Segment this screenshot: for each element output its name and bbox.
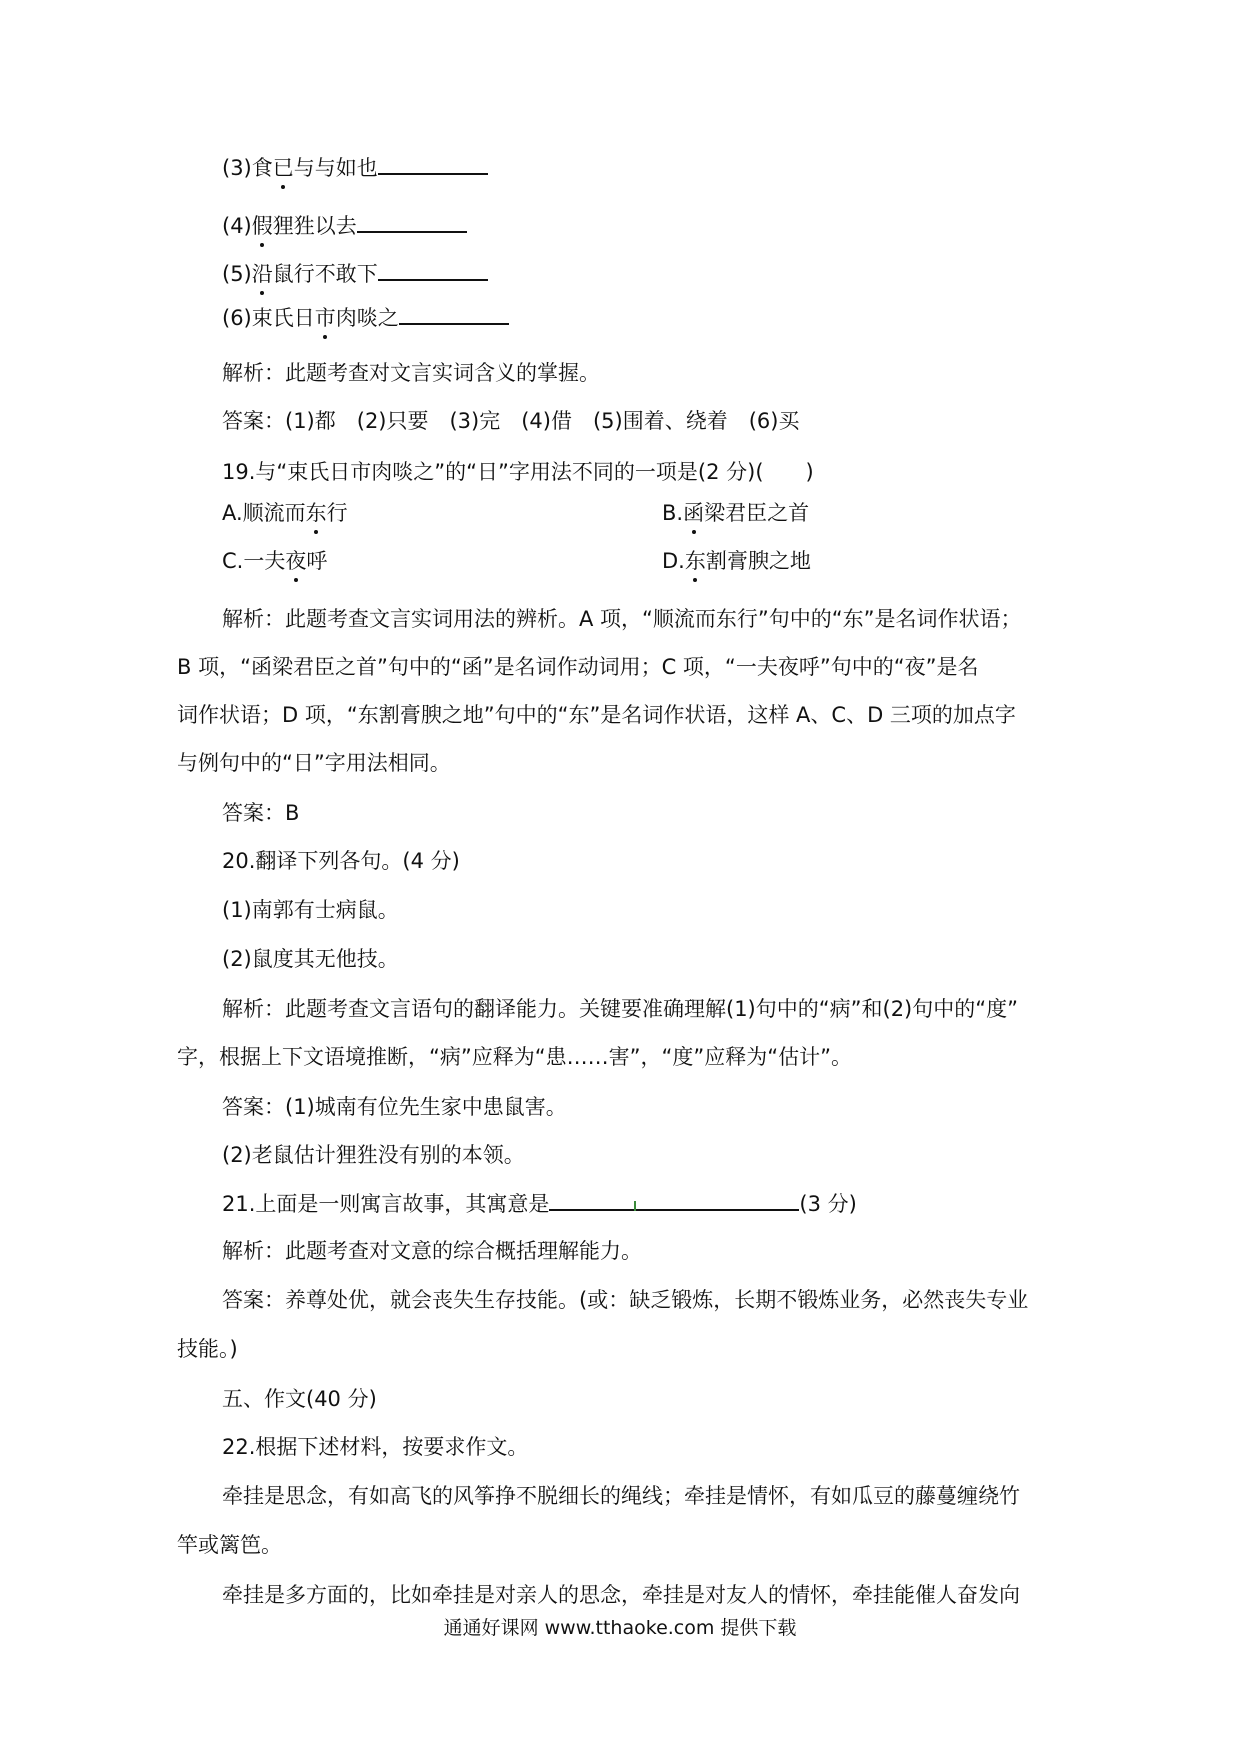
q20-sentence-1: (1)南郭有士病鼠。 bbox=[222, 898, 399, 922]
q21-answer-line-2: 技能。) bbox=[177, 1337, 238, 1361]
emphasis-dot-char: 东 bbox=[306, 498, 327, 528]
q20-answer-1: 答案：(1)城南有位先生家中患鼠害。 bbox=[222, 1095, 567, 1119]
answer-blank bbox=[378, 151, 488, 175]
q19-prompt: 19.与“束氏日市肉啖之”的“日”字用法不同的一项是(2 分)( ) bbox=[222, 460, 814, 484]
q20-analysis-line-1: 解析：此题考查文言语句的翻译能力。关键要准确理解(1)句中的“病”和(2)句中的“度” bbox=[222, 997, 1019, 1021]
q19-option-b: B.函梁君臣之首 bbox=[662, 498, 809, 528]
green-tick-mark bbox=[634, 1201, 636, 1211]
q21-answer-line-1: 答案：养尊处优，就会丧失生存技能。(或：缺乏锻炼，长期不锻炼业务，必然丧失专业 bbox=[222, 1288, 1029, 1312]
emphasis-dot-char: 沿 bbox=[252, 259, 273, 289]
q19-option-d: D.东割膏腴之地 bbox=[662, 546, 811, 576]
q19-analysis-line-3: 词作状语；D 项，“东割膏腴之地”句中的“东”是名词作状语，这样 A、C、D 三项的加点字 bbox=[177, 703, 1016, 727]
q19-analysis-line-4: 与例句中的“日”字用法相同。 bbox=[177, 751, 451, 775]
answer-blank bbox=[399, 301, 509, 325]
page-footer: 通通好课网 www.tthaoke.com 提供下载 bbox=[443, 1617, 797, 1639]
question-18-item-4: (4)假狸狌以去 bbox=[222, 209, 467, 241]
q20-sentence-2: (2)鼠度其无他技。 bbox=[222, 947, 399, 971]
q20-analysis-line-2: 字，根据上下文语境推断，“病”应释为“患……害”，“度”应释为“估计”。 bbox=[177, 1045, 853, 1069]
q19-option-a: A.顺流而东行 bbox=[222, 498, 348, 528]
emphasis-dot-char: 函 bbox=[683, 498, 704, 528]
answer-blank bbox=[549, 1187, 799, 1211]
question-18-item-6: (6)束氏日市肉啖之 bbox=[222, 301, 509, 333]
emphasis-dot-char: 市 bbox=[315, 303, 336, 333]
q18-analysis: 解析：此题考查对文言实词含义的掌握。 bbox=[222, 361, 600, 385]
q20-prompt: 20.翻译下列各句。(4 分) bbox=[222, 849, 460, 873]
emphasis-dot-char: 假 bbox=[252, 211, 273, 241]
q19-analysis-line-2: B 项，“函梁君臣之首”句中的“函”是名词作动词用；C 项，“一夫夜呼”句中的“夜”是名 bbox=[177, 655, 979, 679]
q22-material-p1-line-1: 牵挂是思念，有如高飞的风筝挣不脱细长的绳线；牵挂是情怀，有如瓜豆的藤蔓缠绕竹 bbox=[222, 1484, 1020, 1508]
emphasis-dot-char: 夜 bbox=[285, 546, 306, 576]
q22-material-p1-line-2: 竿或篱笆。 bbox=[177, 1533, 282, 1557]
section-5-heading: 五、作文(40 分) bbox=[222, 1387, 377, 1411]
q19-answer: 答案：B bbox=[222, 801, 300, 825]
emphasis-dot-char: 东 bbox=[685, 546, 706, 576]
emphasis-dot-char: 已 bbox=[273, 153, 294, 183]
question-18-item-3: (3)食已与与如也 bbox=[222, 151, 488, 183]
q19-analysis-line-1: 解析：此题考查文言实词用法的辨析。A 项，“顺流而东行”句中的“东”是名词作状语； bbox=[222, 607, 1022, 631]
q18-answer: 答案：(1)都 (2)只要 (3)完 (4)借 (5)围着、绕着 (6)买 bbox=[222, 409, 800, 433]
q21-prompt: 21.上面是一则寓言故事，其寓意是 (3 分) bbox=[222, 1187, 857, 1219]
q20-answer-2: (2)老鼠估计狸狌没有别的本领。 bbox=[222, 1143, 525, 1167]
answer-blank bbox=[378, 257, 488, 281]
question-18-item-5: (5)沿鼠行不敢下 bbox=[222, 257, 488, 289]
answer-blank bbox=[357, 209, 467, 233]
q22-prompt: 22.根据下述材料，按要求作文。 bbox=[222, 1435, 529, 1459]
q22-material-p2-line-1: 牵挂是多方面的，比如牵挂是对亲人的思念，牵挂是对友人的情怀，牵挂能催人奋发向 bbox=[222, 1583, 1020, 1607]
q21-analysis: 解析：此题考查对文意的综合概括理解能力。 bbox=[222, 1239, 642, 1263]
q19-option-c: C.一夫夜呼 bbox=[222, 546, 327, 576]
